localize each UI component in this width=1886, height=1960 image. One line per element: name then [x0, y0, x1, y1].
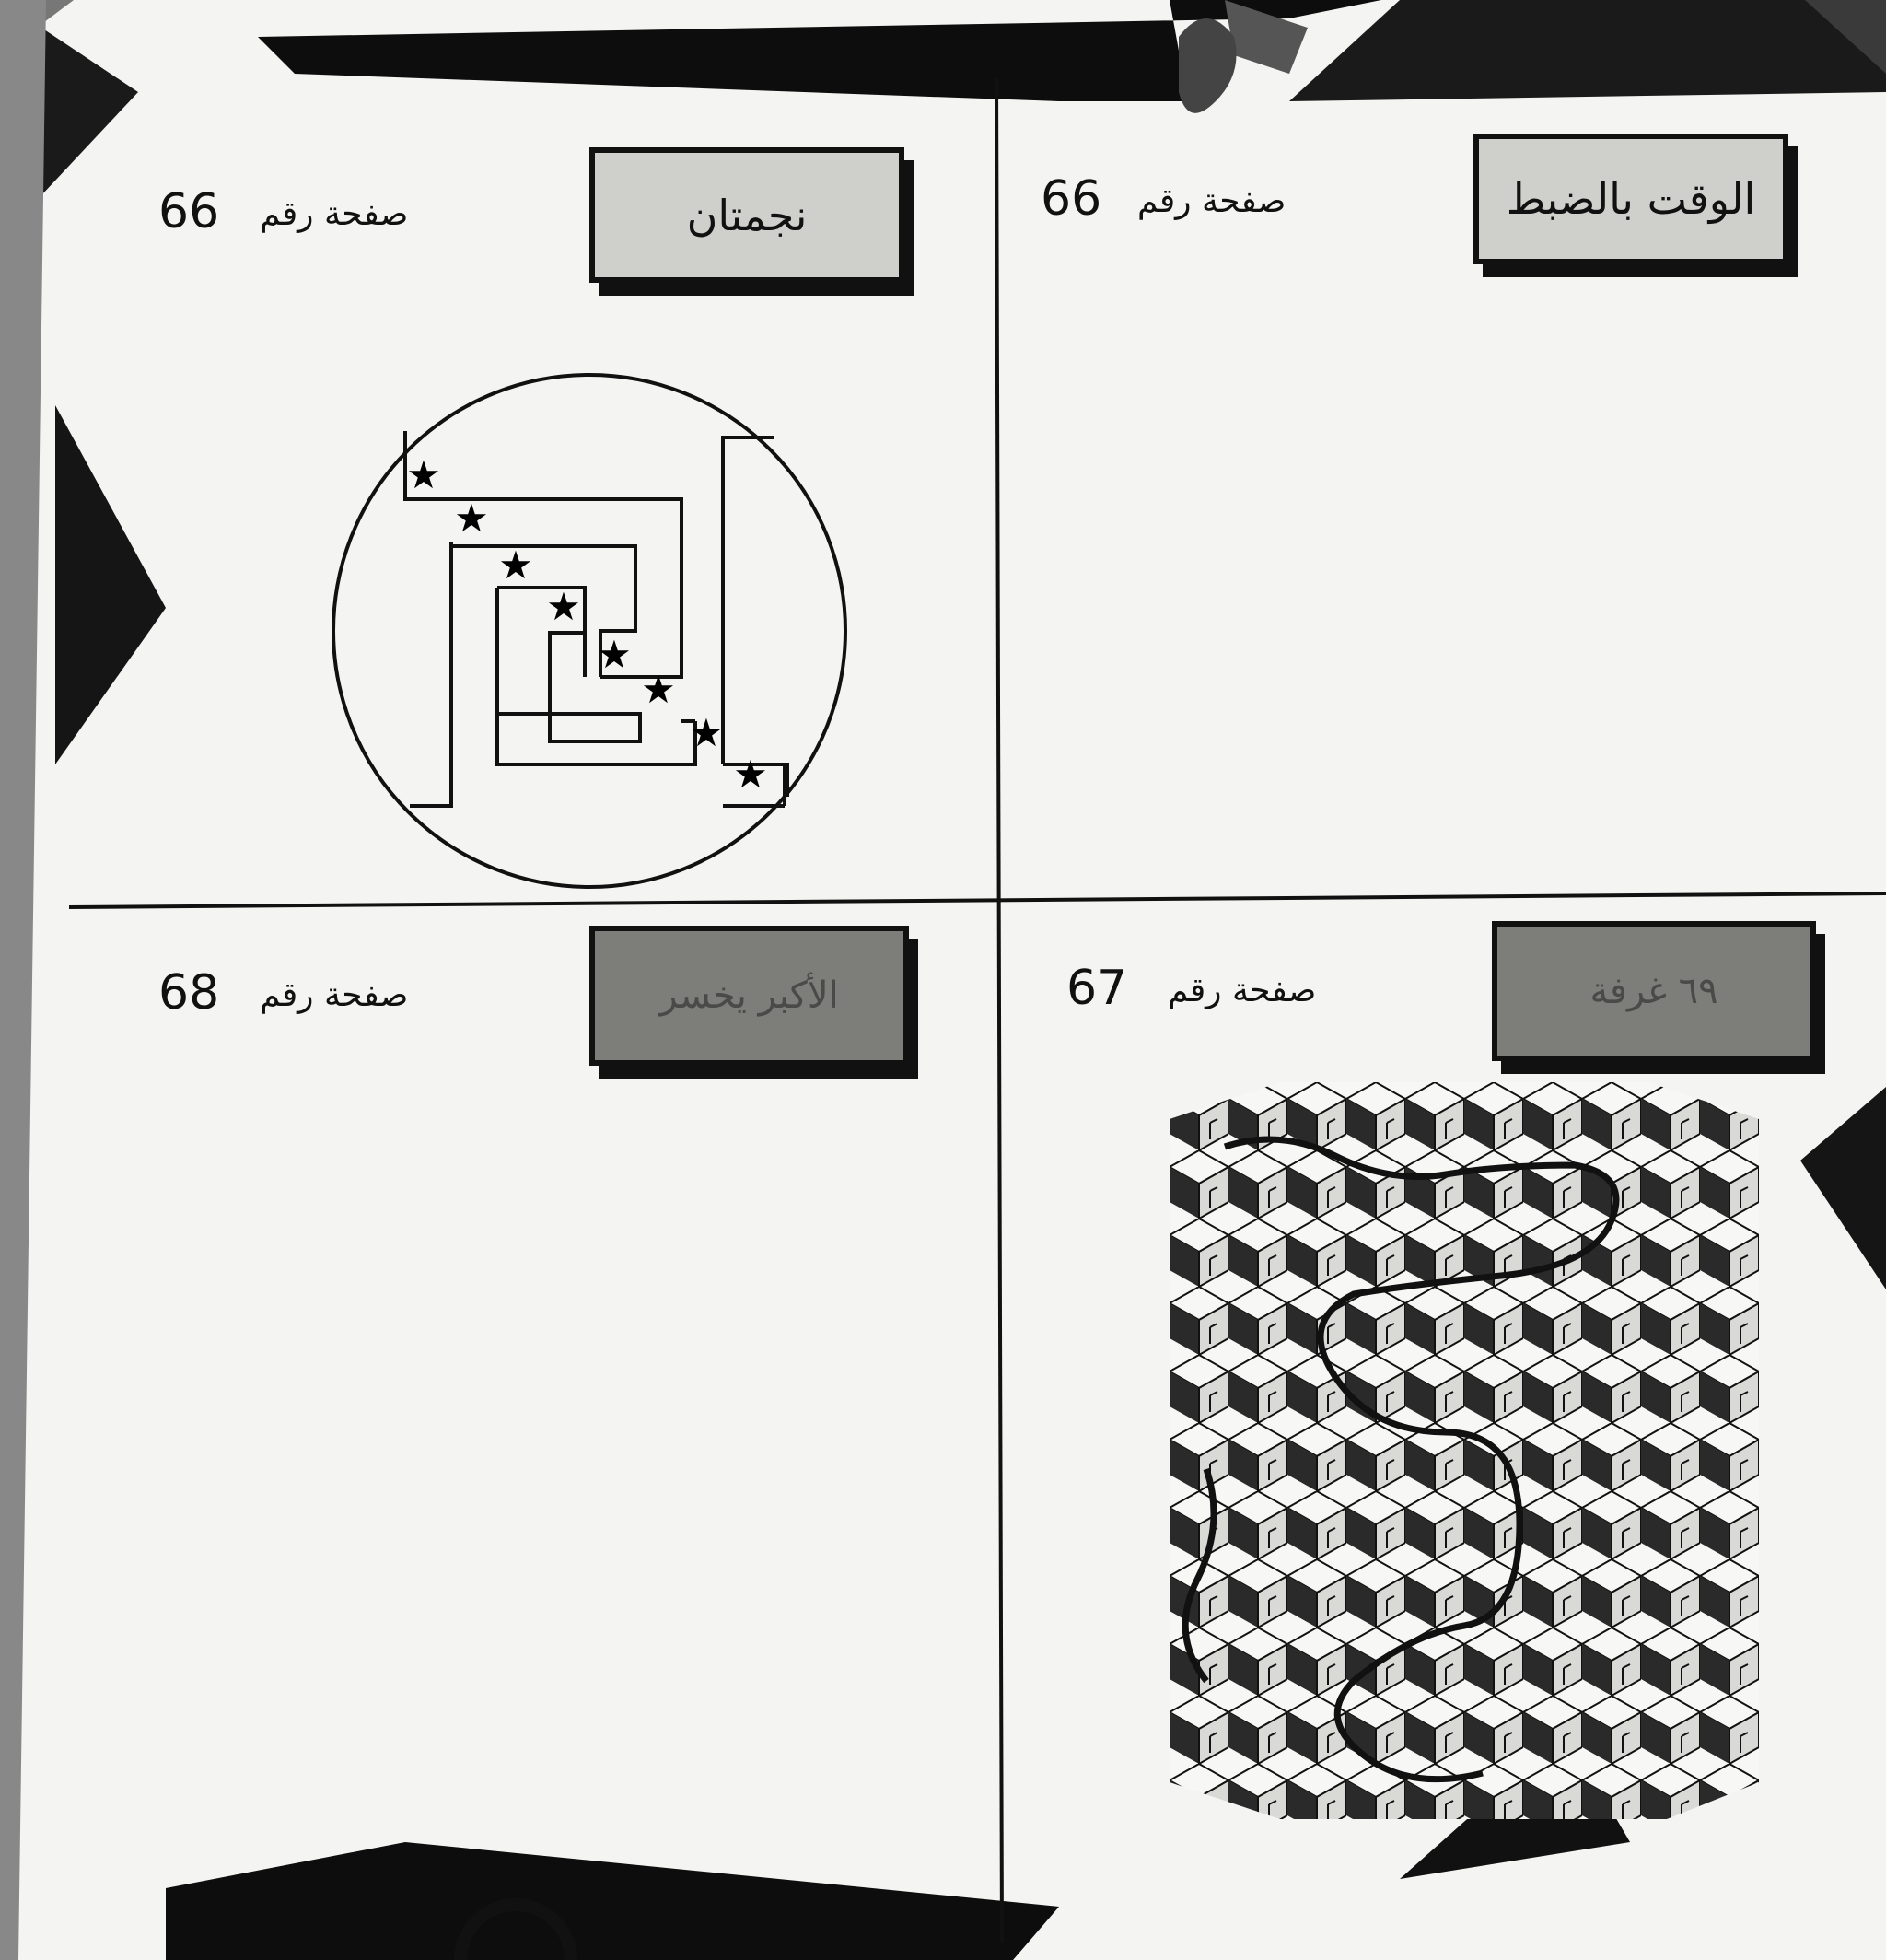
exact-time-page-number: 66 [1041, 171, 1102, 227]
largest-loses-page-number: 68 [158, 965, 220, 1021]
star-icon: ★ [498, 542, 533, 588]
rooms-page-label: صفحة رقم [1168, 972, 1317, 1009]
star-icon: ★ [454, 496, 489, 541]
exact-time-page-label: صفحة رقم [1137, 182, 1286, 220]
rooms-page-number: 67 [1066, 961, 1128, 1016]
largest-loses-page-label: صفحة رقم [260, 976, 409, 1014]
two-stars-diagram [327, 373, 852, 898]
star-icon: ★ [597, 632, 632, 677]
star-icon: ★ [641, 667, 676, 712]
rooms-maze-image [1170, 1082, 1759, 1819]
two-stars-title: نجمتان [686, 190, 808, 240]
exact-time-title: الوقت بالضبط [1506, 174, 1756, 224]
two-stars-page-label: صفحة رقم [260, 195, 409, 233]
star-icon: ★ [733, 752, 768, 797]
rooms-title: ٦٩ غرفة [1589, 970, 1718, 1012]
rooms-title-box [1492, 921, 1816, 1061]
exact-time-title-box [1473, 134, 1788, 264]
two-stars-page-number: 66 [158, 184, 220, 239]
star-icon: ★ [406, 452, 441, 497]
largest-loses-title: الأكبر يخسر [659, 974, 839, 1017]
star-icon: ★ [689, 710, 724, 755]
star-icon: ★ [546, 584, 581, 629]
two-stars-title-box [589, 147, 904, 283]
largest-loses-title-box [589, 926, 909, 1066]
